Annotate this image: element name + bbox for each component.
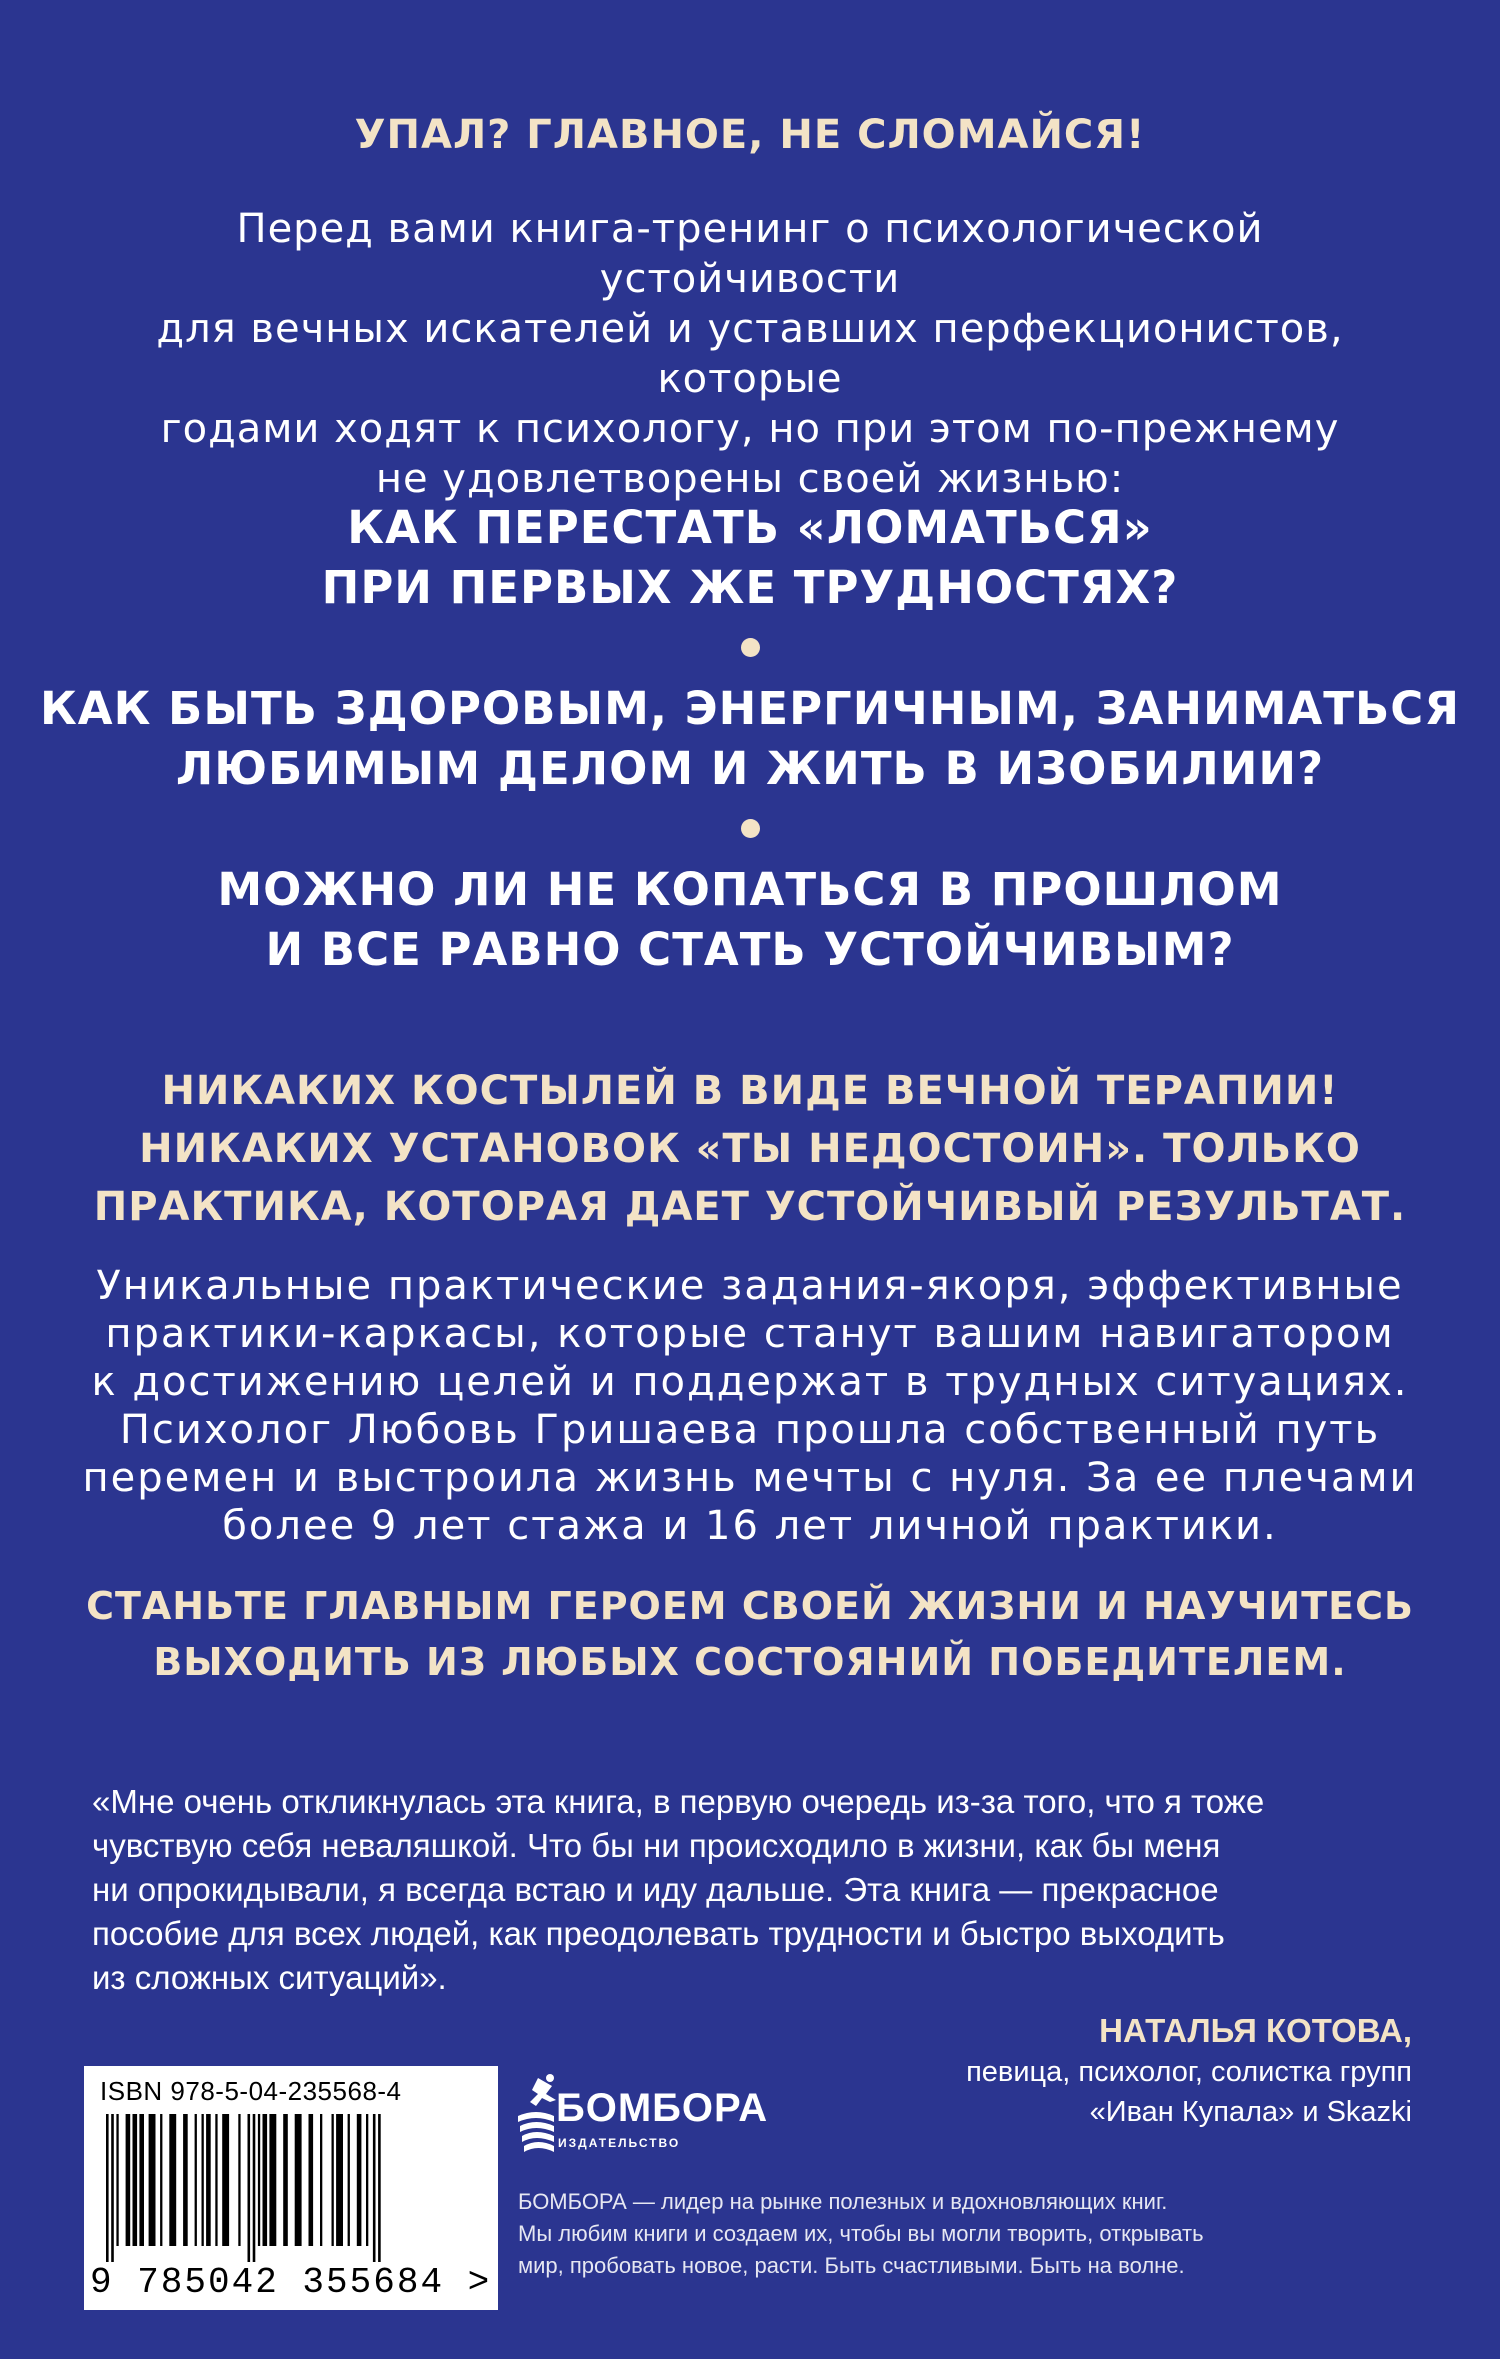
quote-line: ни опрокидывали, я всегда встаю и иду дальше. Эта книга — прекрасное <box>92 1871 1219 1908</box>
publisher-logo-word: БОМБОРА <box>556 2086 769 2130</box>
publisher-slogan <box>518 2186 1438 2282</box>
intro-paragraph <box>80 204 1420 504</box>
promise-block <box>0 1062 1500 1236</box>
quote-line: из сложных ситуаций». <box>92 1959 447 1996</box>
question-3-line-1: МОЖНО ЛИ НЕ КОПАТЬСЯ В ПРОШЛОМ <box>217 863 1283 916</box>
author-role-line: «Иван Купала» и Skazki <box>1089 2096 1412 2128</box>
bullet-dot <box>741 638 760 657</box>
description-line: Психолог Любовь Гришаева прошла собственный путь <box>119 1407 1381 1453</box>
quote-line: «Мне очень откликнулась эта книга, в первую очередь из-за того, что я тоже <box>92 1783 1265 1820</box>
intro-line: не удовлетворены своей жизнью: <box>375 456 1125 502</box>
question-3-line-2: И ВСЕ РАВНО СТАТЬ УСТОЙЧИВЫМ? <box>265 923 1235 976</box>
slogan-line: БОМБОРА — лидер на рынке полезных и вдохновляющих книг. <box>518 2189 1168 2214</box>
description-line: перемен и выстроила жизнь мечты с нуля. За ее плечами <box>82 1455 1418 1501</box>
description-paragraph <box>70 1262 1430 1550</box>
call-to-action <box>0 1578 1500 1690</box>
question-1-line-2: ПРИ ПЕРВЫХ ЖЕ ТРУДНОСТЯХ? <box>321 561 1179 614</box>
questions-list <box>0 498 1500 980</box>
headline: УПАЛ? ГЛАВНОЕ, НЕ СЛОМАЙСЯ! <box>354 112 1146 158</box>
author-name: НАТАЛЬЯ КОТОВА, <box>1099 2012 1412 2049</box>
intro-line: для вечных искателей и уставших перфекционистов, которые <box>156 306 1344 402</box>
question-1-line-1: КАК ПЕРЕСТАТЬ «ЛОМАТЬСЯ» <box>347 501 1153 554</box>
promise-line: НИКАКИХ КОСТЫЛЕЙ В ВИДЕ ВЕЧНОЙ ТЕРАПИИ! <box>161 1068 1339 1114</box>
slogan-line: Мы любим книги и создаем их, чтобы вы могли творить, открывать <box>518 2221 1204 2246</box>
author-role-line: певица, психолог, солистка групп <box>966 2056 1412 2088</box>
testimonial-quote <box>92 1780 1422 2000</box>
quote-line: пособие для всех людей, как преодолевать трудности и быстро выходить <box>92 1915 1225 1952</box>
description-line: к достижению целей и поддержат в трудных ситуациях. <box>91 1359 1409 1405</box>
quote-author <box>966 2010 1412 2132</box>
bullet-dot <box>741 819 760 838</box>
barcode-icon <box>102 2114 482 2262</box>
promise-line: ПРАКТИКА, КОТОРАЯ ДАЕТ УСТОЙЧИВЫЙ РЕЗУЛЬТАТ. <box>93 1184 1407 1230</box>
publisher-logo-subtitle: ИЗДАТЕЛЬСТВО <box>558 2136 681 2150</box>
promise-line: НИКАКИХ УСТАНОВОК «ТЫ НЕДОСТОИН». ТОЛЬКО <box>139 1126 1361 1172</box>
question-2-line-2: ЛЮБИМЫМ ДЕЛОМ И ЖИТЬ В ИЗОБИЛИИ? <box>175 742 1325 795</box>
isbn-number: ISBN 978-5-04-235568-4 <box>100 2076 402 2106</box>
quote-line: чувствую себя неваляшкой. Что бы ни происходило в жизни, как бы меня <box>92 1827 1221 1864</box>
barcode-digits: 9 785042 355684 > <box>90 2262 492 2303</box>
question-2-line-1: КАК БЫТЬ ЗДОРОВЫМ, ЭНЕРГИЧНЫМ, ЗАНИМАТЬСЯ <box>40 682 1460 735</box>
description-line: Уникальные практические задания-якоря, эффективные <box>96 1263 1404 1309</box>
barcode-label <box>84 2066 498 2310</box>
intro-line: Перед вами книга-тренинг о психологической устойчивости <box>236 206 1264 302</box>
cta-line: ВЫХОДИТЬ ИЗ ЛЮБЫХ СОСТОЯНИЙ ПОБЕДИТЕЛЕМ. <box>153 1640 1347 1684</box>
cta-line: СТАНЬТЕ ГЛАВНЫМ ГЕРОЕМ СВОЕЙ ЖИЗНИ И НАУЧИТЕСЬ <box>86 1584 1414 1628</box>
slogan-line: мир, пробовать новое, расти. Быть счастливыми. Быть на волне. <box>518 2253 1185 2278</box>
description-line: более 9 лет стажа и 16 лет личной практики. <box>222 1503 1278 1549</box>
description-line: практики-каркасы, которые станут вашим навигатором <box>105 1311 1395 1357</box>
intro-line: годами ходят к психологу, но при этом по-прежнему <box>160 406 1340 452</box>
